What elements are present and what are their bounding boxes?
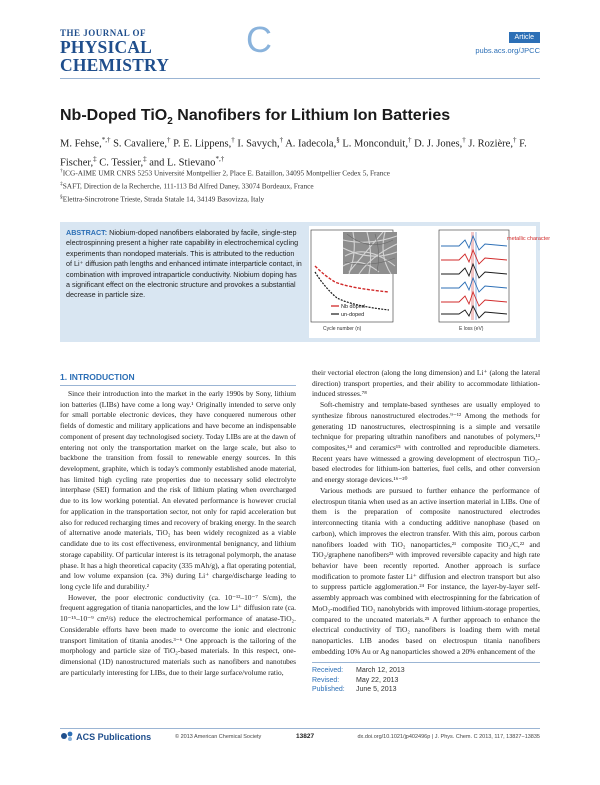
author-name: J. Rozière, — [468, 138, 513, 150]
body-paragraph: Since their introduction into the market in the early 1990s by Sony, lithium ion batteries (LIBs) have come a long way.¹ Originally intended to serve only for small portable electronic devices, they have conquered numerous other fields of domestic and military applications and have become an indispensable component of present day technologised society. Today LIBs are at the dawn of entering not only the transportation market on the large scale, but also to backbone the transition from fossil to renewable energy sources. In this development, graphite, which is today's commonly established anode material, has limited high cycling rate properties due to necessary solid electrolyte interphase (SEI) formation and the risk of lithium plating when overcharged due to its low working potential. An elevated performance is however crucial for application in the transportation sector, not only for rapid acceleration but also for reduced recharging times and recovery of braking energy. In the search of alternative anode materials, TiO₂ has been widely recognized as a viable candidate due to its cost effectiveness, environmental benignancy, and lithium storage capability. Of particular interest is its tetragonal polymorph, the anatase phase. It has a high theoretical capacity (335 mAh/g), a flat operating potential, and low volume expansion (ca. 3%) during Li⁺ charge/discharge leading to long cycle life and durability.² — [60, 389, 296, 591]
author-affiliation-mark: † — [167, 136, 171, 144]
author-affiliation-mark: § — [336, 136, 340, 144]
author-affiliation-mark: † — [462, 136, 466, 144]
journal-name-line1: THE JOURNAL OF — [60, 28, 147, 38]
title-sub: 2 — [167, 116, 173, 128]
author-affiliation-mark: ‡ — [93, 154, 97, 163]
author-name: S. Cavaliere, — [113, 138, 168, 150]
affiliation-mark: † — [60, 168, 63, 174]
affiliation — [60, 192, 540, 205]
affiliation-text: SAFT, Direction de la Recherche, 111-113 Bd Alfred Daney, 33074 Bordeaux, France — [62, 181, 314, 191]
toc-graphic-svg — [309, 226, 551, 338]
abstract-text — [66, 228, 302, 301]
affiliation — [60, 166, 540, 179]
acs-publications-logo — [60, 730, 151, 742]
body-paragraph: However, the poor electronic conductivity (ca. 10⁻¹²–10⁻⁷ S/cm), the frequent aggregation of titania nanoparticles, and the low Li⁺ diffusion rate (ca. 10⁻¹⁵–10⁻⁹ cm²/s) reduce the electrochemical performance of anatase-TiO₂. Considerable efforts have been made to overcome the ionic and electronic transport limitation of titania anodes.³⁻⁶ One approach is the tailoring of the morphology and particle size of TiO₂-based materials. In this respect, one-dimensional (1D) nanostructured materials such as nanofibers and nanotubes are particularly interesting for LIBs, due to their large surface/volume ratio, — [60, 592, 296, 677]
author-affiliation-mark: ‡ — [143, 154, 147, 163]
date-value: June 5, 2013 — [356, 686, 397, 694]
author-name: and L. Stievano — [149, 157, 216, 168]
author-name: P. E. Lippens, — [173, 138, 232, 150]
date-row — [312, 676, 540, 686]
affiliation-text: Elettra-Sincrotrone Trieste, Strada Statale 14, 34149 Basovizza, Italy — [62, 194, 265, 204]
left-xlabel: Cycle number (n) — [323, 326, 362, 332]
author-affiliation-mark: † — [512, 136, 517, 144]
title-pre: Nb-Doped TiO — [60, 107, 168, 124]
doi-citation[interactable]: dx.doi.org/10.1021/jp402496p | J. Phys. Chem. C 2013, 117, 13827−13835 — [357, 734, 540, 740]
date-row — [312, 685, 540, 695]
author-name: F. Fischer, — [60, 138, 527, 168]
section-divider — [60, 385, 296, 386]
author-name: I. Savych, — [237, 138, 280, 150]
section-heading-introduction: 1. INTRODUCTION — [60, 372, 135, 382]
page-number: 13827 — [296, 733, 315, 740]
abstract-label: ABSTRACT: — [66, 228, 108, 237]
author-affiliation-mark: *,† — [101, 136, 111, 144]
date-row — [312, 666, 540, 676]
body-paragraph: their vectorial electron (along the long dimension) and Li⁺ (along the lateral direction) transport properties, and their ability to accommodate lithiation-induced stresses.⁷⁸ — [312, 368, 540, 399]
affiliation — [60, 179, 540, 192]
body-paragraph: Soft-chemistry and template-based syntheses are usually employed to synthesize fibrous nanostructured electrodes.⁹⁻¹² Among the methods for generating 1D nanostructures, electrospinning is a simple and versatile technique for preparing ultrathin nanofibers and nanotubes of polymers,¹³ composites,¹⁴ and ceramics¹⁵ with controlled and reproducible diameters. Recent years have witnessed a growing development of electrospun TiO₂-based electrodes for lithium-ion batteries, fuel cells, and other conversion and energy storage devices.¹⁶⁻²⁰ — [312, 400, 540, 485]
author-name: D. J. Jones, — [414, 138, 463, 150]
footer-divider — [60, 728, 540, 729]
toc-graphic — [309, 226, 551, 338]
affiliation-list — [60, 166, 540, 204]
publication-dates — [312, 666, 540, 695]
date-label: Revised: — [312, 676, 340, 684]
publisher-name: ACS Publications — [76, 732, 152, 742]
abstract-body: Niobium-doped nanofibers elaborated by facile, single-step electrospinning present a higher rate capability in electrochemical cycling experiments than nondoped materials. This is attributed to the reduction of Li⁺ diffusion path lengths and enhanced intimate interparticle contact, in combination with improved intraparticle conductivity. Niobium doping has a significant effect on the electronic structure and provokes a substantial decrease in particle size. — [66, 228, 302, 300]
right-xlabel: E loss (eV) — [459, 326, 484, 332]
date-label: Published: — [312, 686, 345, 694]
journal-name-line2: PHYSICAL CHEMISTRY — [60, 37, 170, 75]
affiliation-text: ICG-AIME UMR CNRS 5253 Université Montpellier 2, Place E. Bataillon, 34095 Montpellier Cedex 5, France — [62, 168, 390, 178]
affiliation-mark: § — [60, 193, 63, 200]
dates-divider — [312, 662, 540, 663]
article-title — [60, 107, 450, 127]
metallic-annotation: metallic character — [507, 236, 551, 242]
copyright-notice: © 2013 American Chemical Society — [175, 734, 262, 740]
author-name: A. Iadecola, — [285, 138, 337, 150]
body-column-left — [60, 389, 296, 678]
header-divider — [60, 78, 540, 79]
date-label: Received: — [312, 667, 344, 674]
acs-logo-icon — [60, 730, 74, 742]
affiliation-mark: ‡ — [60, 180, 63, 187]
legend-undoped: un-doped — [341, 312, 365, 318]
author-affiliation-mark: † — [407, 136, 412, 144]
legend-doped: Nb doped — [341, 304, 365, 310]
author-affiliation-mark: *,† — [215, 154, 225, 163]
date-value: March 12, 2013 — [356, 667, 405, 674]
author-name: C. Tessier, — [99, 157, 144, 168]
author-name: L. Monconduit, — [342, 138, 408, 150]
title-post: Nanofibers for Lithium Ion Batteries — [172, 107, 451, 124]
author-list — [60, 133, 540, 170]
journal-logo — [60, 19, 272, 75]
author-affiliation-mark: † — [279, 136, 284, 144]
journal-letter: C — [246, 19, 272, 60]
author-affiliation-mark: † — [231, 136, 235, 144]
author-name: M. Fehse, — [60, 138, 102, 150]
journal-url-link[interactable]: pubs.acs.org/JPCC — [475, 46, 540, 55]
body-paragraph: Various methods are pursued to further enhance the performance of electrospun titania when used as an active insertion material in LIBs. One of them is the preparation of composite nanostructured electrodes interconnecting titania with a conducting additive nanophase (based on carbon), which improves the electron transfer. With this aim, porous carbon nanofibers loaded with TiO₂ nanoparticles,²¹ composite TiO₂/C,²² and TiO₂/graphene nanofibers²³ with improved reversible capacity and high rate behavior have been recently reported. Another approach is surface modification to promote faster Li⁺ diffusion and electron transport but also to suppress particle agglomeration.²⁴ For instance, the layer-by-layer self-assembly approach was combined with electrospinning for the fabrication of MoO₂-modified TiO₂ nanohybrids with improved lithium-storage properties, compared to the uncoated materials.²⁵ A further approach to enhance the electrical conductivity of TiO₂ nanofibers is loading them with metal nanoparticles. LIB anodes based on electrospun titania nanofibers embedding 10% Au or Ag nanoparticles showed a 20% enhancement of the — [312, 485, 540, 656]
article-type-badge: Article — [509, 32, 540, 43]
body-column-right — [312, 368, 540, 657]
date-value: May 22, 2013 — [356, 676, 399, 684]
